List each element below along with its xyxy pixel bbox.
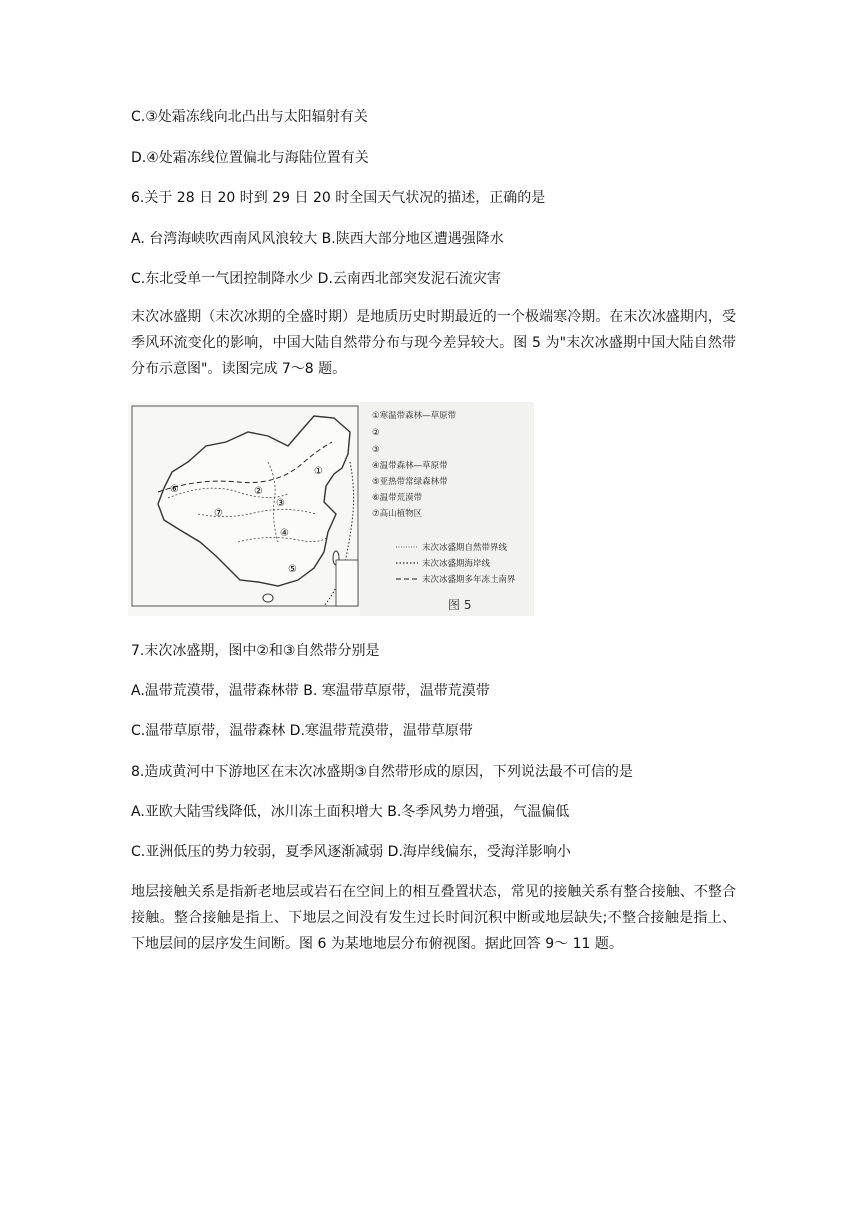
question-7-options-ab: A.温带荒漠带，温带森林带 B. 寒温带草原带，温带荒漠带 [131, 683, 490, 699]
china-map-svg [128, 402, 534, 616]
legend-zone-7: ⑦高山植物区 [372, 509, 423, 519]
legend-line-label-3: 末次冰盛期多年冻土南界 [422, 575, 516, 585]
legend-zone-6: ⑥温带荒漠带 [372, 493, 423, 503]
legend-zone-5: ⑤亚热带常绿森林带 [372, 477, 448, 487]
question-8-options-cd: C.亚洲低压的势力较弱，夏季风逐渐减弱 D.海岸线偏东，受海洋影响小 [131, 844, 571, 860]
question-6-options-cd: C.东北受单一气团控制降水少 D.云南西北部突发泥石流灾害 [131, 271, 501, 287]
question-6: 6.关于 28 日 20 时到 29 日 20 时全国天气状况的描述，正确的是 [131, 190, 546, 206]
question-8-options-ab: A.亚欧大陆雪线降低，冰川冻土面积增大 B.冬季风势力增强，气温偏低 [131, 804, 570, 820]
region-label-7: ⑦ [214, 508, 223, 519]
option-line-c-prev: C.③处霜冻线向北凸出与太阳辐射有关 [131, 109, 368, 125]
legend-zone-1: ①寒温带森林—草原带 [372, 411, 457, 421]
region-label-5: ⑤ [288, 564, 297, 575]
region-label-2: ② [254, 486, 263, 497]
figure-5-map [128, 402, 534, 616]
question-8: 8.造成黄河中下游地区在末次冰盛期③自然带形成的原因，下列说法最不可信的是 [131, 764, 633, 780]
region-label-3: ③ [276, 498, 285, 509]
region-label-4: ④ [280, 528, 289, 539]
legend-line-label-1: 末次冰盛期自然带界线 [422, 543, 508, 553]
intro-paragraph-strata: 地层接触关系是指新老地层或岩石在空间上的相互叠置状态，常见的接触关系有整合接触、不整合接触。整合接触是指上、下地层之间没有发生过长时间沉积中断或地层缺失;不整合接触是指上、下地层间的层序发生间断。图 6 为某地地层分布俯视图。据此回答 9～ 11 题。 [131, 884, 736, 952]
intro-paragraph-glacial: 末次冰盛期（末次冰期的全盛时期）是地质历史时期最近的一个极端寒冷期。在末次冰盛期内，受季风环流变化的影响，中国大陆自然带分布与现今差异较大。图 5 为"末次冰盛期中国大陆自然带分布示意图"。读图完成 7～8 题。 [131, 309, 736, 377]
question-7: 7.末次冰盛期，图中②和③自然带分别是 [131, 643, 380, 659]
legend-zone-4: ④温带森林—草原带 [372, 461, 448, 471]
hainan-island [263, 594, 273, 602]
inset-south-china-sea [336, 560, 358, 606]
region-label-1: ① [314, 466, 323, 477]
legend-zone-2: ② [372, 428, 380, 438]
legend-line-label-2: 末次冰盛期海岸线 [422, 559, 491, 569]
question-6-options-ab: A. 台湾海峡吹西南风风浪较大 B.陕西大部分地区遭遇强降水 [131, 231, 504, 247]
option-line-d-prev: D.④处霜冻线位置偏北与海陆位置有关 [131, 150, 369, 166]
legend-zone-3: ③ [372, 445, 380, 455]
region-label-6: ⑥ [170, 484, 179, 495]
figure-caption: 图 5 [448, 598, 472, 612]
question-7-options-cd: C.温带草原带，温带森林 D.寒温带荒漠带，温带草原带 [131, 723, 473, 739]
